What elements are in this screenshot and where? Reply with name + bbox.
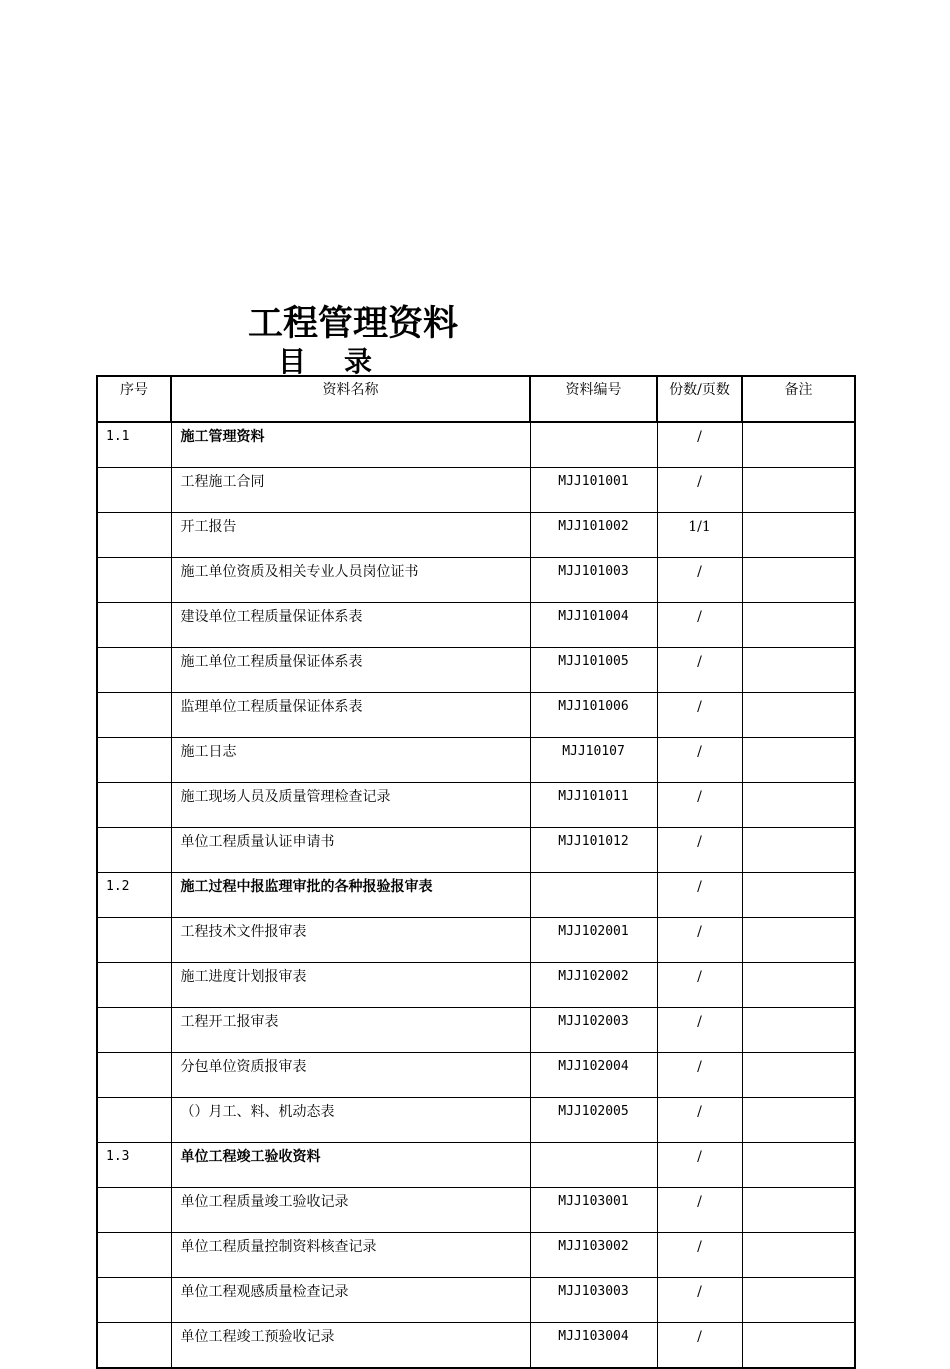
row-count: / bbox=[657, 828, 742, 873]
row-code: MJJ103001 bbox=[530, 1188, 657, 1233]
document-title: 工程管理资料 bbox=[248, 304, 459, 344]
row-code: MJJ101004 bbox=[530, 603, 657, 648]
table-row bbox=[97, 1323, 855, 1369]
row-count: / bbox=[657, 422, 742, 468]
table-row bbox=[97, 1278, 855, 1323]
table-header-row bbox=[97, 376, 855, 422]
row-note bbox=[742, 1098, 855, 1143]
table-row bbox=[97, 468, 855, 513]
toc-table bbox=[96, 375, 856, 1369]
row-seq: 1.3 bbox=[97, 1143, 171, 1188]
row-seq bbox=[97, 648, 171, 693]
row-note bbox=[742, 1008, 855, 1053]
section-row bbox=[97, 422, 855, 468]
table-row bbox=[97, 1098, 855, 1143]
row-count: / bbox=[657, 1053, 742, 1098]
row-note bbox=[742, 828, 855, 873]
row-name: 工程开工报审表 bbox=[171, 1008, 530, 1053]
row-note bbox=[742, 963, 855, 1008]
row-note bbox=[742, 1278, 855, 1323]
row-name: 施工单位资质及相关专业人员岗位证书 bbox=[171, 558, 530, 603]
row-count: / bbox=[657, 1188, 742, 1233]
row-name: 工程技术文件报审表 bbox=[171, 918, 530, 963]
row-count: 1/1 bbox=[657, 513, 742, 558]
row-code: MJJ101005 bbox=[530, 648, 657, 693]
document-subtitle: 目录 bbox=[278, 345, 411, 378]
row-note bbox=[742, 1053, 855, 1098]
row-code: MJJ10107 bbox=[530, 738, 657, 783]
row-name: 单位工程观感质量检查记录 bbox=[171, 1278, 530, 1323]
table-row bbox=[97, 918, 855, 963]
row-note bbox=[742, 603, 855, 648]
row-note bbox=[742, 1188, 855, 1233]
row-seq bbox=[97, 963, 171, 1008]
row-seq bbox=[97, 783, 171, 828]
row-count: / bbox=[657, 738, 742, 783]
table-row bbox=[97, 513, 855, 558]
row-count: / bbox=[657, 1098, 742, 1143]
row-count: / bbox=[657, 783, 742, 828]
row-seq bbox=[97, 1188, 171, 1233]
row-code: MJJ102002 bbox=[530, 963, 657, 1008]
row-count: / bbox=[657, 1278, 742, 1323]
row-seq: 1.1 bbox=[97, 422, 171, 468]
row-seq bbox=[97, 1053, 171, 1098]
row-count: / bbox=[657, 558, 742, 603]
row-code: MJJ102004 bbox=[530, 1053, 657, 1098]
row-name: 单位工程竣工验收资料 bbox=[171, 1143, 530, 1188]
row-name: 施工过程中报监理审批的各种报验报审表 bbox=[171, 873, 530, 918]
row-name: 建设单位工程质量保证体系表 bbox=[171, 603, 530, 648]
row-name: 施工进度计划报审表 bbox=[171, 963, 530, 1008]
row-name: 监理单位工程质量保证体系表 bbox=[171, 693, 530, 738]
row-note bbox=[742, 1323, 855, 1369]
row-note bbox=[742, 738, 855, 783]
row-note bbox=[742, 783, 855, 828]
row-name: （）月工、料、机动态表 bbox=[171, 1098, 530, 1143]
table-row bbox=[97, 1053, 855, 1098]
row-note bbox=[742, 1143, 855, 1188]
row-seq bbox=[97, 693, 171, 738]
row-code: MJJ103004 bbox=[530, 1323, 657, 1369]
row-note bbox=[742, 918, 855, 963]
row-note bbox=[742, 513, 855, 558]
row-name: 单位工程竣工预验收记录 bbox=[171, 1323, 530, 1369]
row-note bbox=[742, 558, 855, 603]
table-row bbox=[97, 828, 855, 873]
row-count: / bbox=[657, 1323, 742, 1369]
row-code: MJJ102003 bbox=[530, 1008, 657, 1053]
header-note: 备注 bbox=[742, 376, 855, 422]
row-code: MJJ101006 bbox=[530, 693, 657, 738]
row-count: / bbox=[657, 468, 742, 513]
row-count: / bbox=[657, 963, 742, 1008]
row-seq bbox=[97, 468, 171, 513]
section-row bbox=[97, 873, 855, 918]
row-code: MJJ102001 bbox=[530, 918, 657, 963]
row-seq bbox=[97, 918, 171, 963]
row-count: / bbox=[657, 873, 742, 918]
row-name: 施工日志 bbox=[171, 738, 530, 783]
row-note bbox=[742, 648, 855, 693]
row-code bbox=[530, 873, 657, 918]
row-code bbox=[530, 1143, 657, 1188]
table-row bbox=[97, 1008, 855, 1053]
row-name: 单位工程质量控制资料核查记录 bbox=[171, 1233, 530, 1278]
header-count: 份数/页数 bbox=[657, 376, 742, 422]
section-row bbox=[97, 1143, 855, 1188]
table-body bbox=[97, 422, 855, 1368]
row-seq bbox=[97, 513, 171, 558]
row-note bbox=[742, 693, 855, 738]
row-code: MJJ101003 bbox=[530, 558, 657, 603]
row-name: 单位工程质量认证申请书 bbox=[171, 828, 530, 873]
row-name: 施工现场人员及质量管理检查记录 bbox=[171, 783, 530, 828]
row-note bbox=[742, 1233, 855, 1278]
row-name: 施工单位工程质量保证体系表 bbox=[171, 648, 530, 693]
row-code: MJJ101011 bbox=[530, 783, 657, 828]
row-name: 工程施工合同 bbox=[171, 468, 530, 513]
row-count: / bbox=[657, 603, 742, 648]
table-row bbox=[97, 1233, 855, 1278]
row-seq bbox=[97, 603, 171, 648]
row-name: 分包单位资质报审表 bbox=[171, 1053, 530, 1098]
table-row bbox=[97, 603, 855, 648]
table-row bbox=[97, 783, 855, 828]
table-row bbox=[97, 693, 855, 738]
row-count: / bbox=[657, 1008, 742, 1053]
row-code: MJJ101012 bbox=[530, 828, 657, 873]
row-note bbox=[742, 422, 855, 468]
row-seq bbox=[97, 738, 171, 783]
row-count: / bbox=[657, 693, 742, 738]
row-seq bbox=[97, 1098, 171, 1143]
row-seq bbox=[97, 558, 171, 603]
row-seq bbox=[97, 1278, 171, 1323]
row-name: 开工报告 bbox=[171, 513, 530, 558]
row-code: MJJ103003 bbox=[530, 1278, 657, 1323]
row-seq bbox=[97, 1233, 171, 1278]
row-code bbox=[530, 422, 657, 468]
row-note bbox=[742, 468, 855, 513]
row-note bbox=[742, 873, 855, 918]
row-name: 施工管理资料 bbox=[171, 422, 530, 468]
row-count: / bbox=[657, 1143, 742, 1188]
row-seq: 1.2 bbox=[97, 873, 171, 918]
table-row bbox=[97, 1188, 855, 1233]
row-count: / bbox=[657, 918, 742, 963]
row-count: / bbox=[657, 648, 742, 693]
row-code: MJJ101001 bbox=[530, 468, 657, 513]
row-count: / bbox=[657, 1233, 742, 1278]
table-row bbox=[97, 963, 855, 1008]
row-code: MJJ103002 bbox=[530, 1233, 657, 1278]
row-seq bbox=[97, 1323, 171, 1369]
table-row bbox=[97, 738, 855, 783]
row-name: 单位工程质量竣工验收记录 bbox=[171, 1188, 530, 1233]
row-seq bbox=[97, 828, 171, 873]
row-code: MJJ102005 bbox=[530, 1098, 657, 1143]
row-code: MJJ101002 bbox=[530, 513, 657, 558]
header-code: 资料编号 bbox=[530, 376, 657, 422]
table-row bbox=[97, 558, 855, 603]
row-seq bbox=[97, 1008, 171, 1053]
table-row bbox=[97, 648, 855, 693]
header-seq: 序号 bbox=[97, 376, 171, 422]
header-name: 资料名称 bbox=[171, 376, 530, 422]
